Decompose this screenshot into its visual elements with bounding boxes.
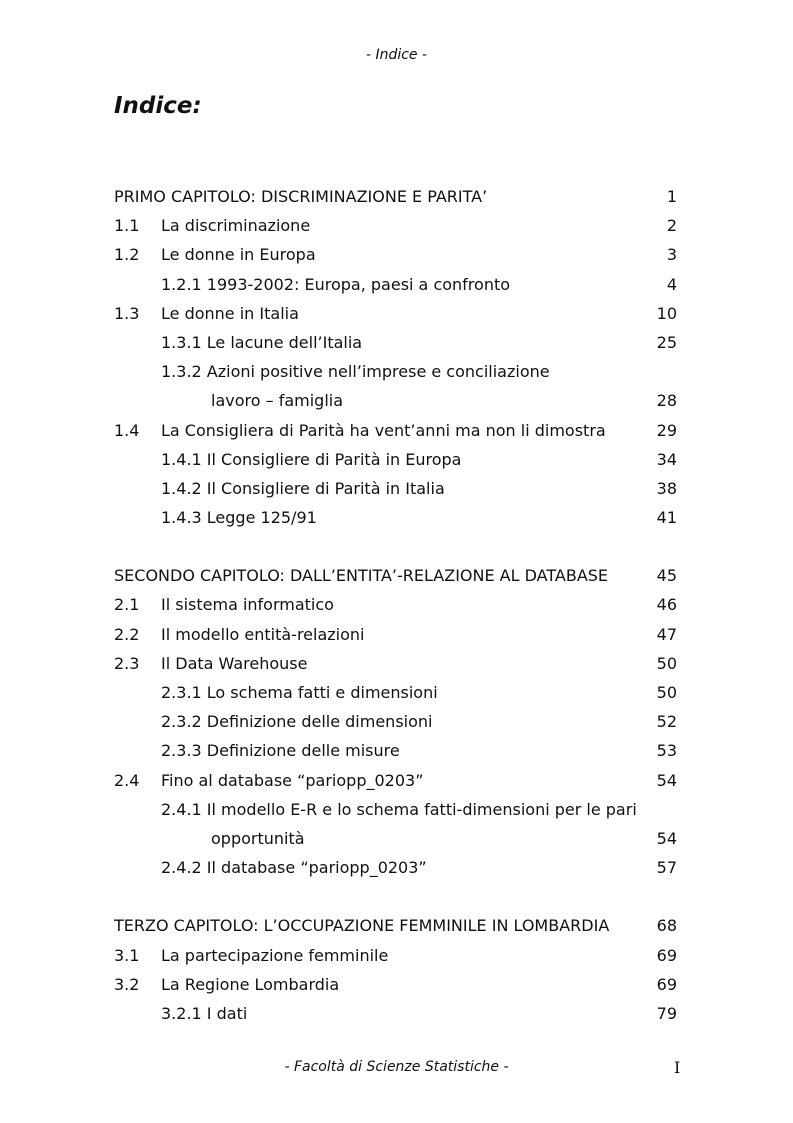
toc-entry xyxy=(114,328,677,357)
toc-entry-title: 3.2.1 I dati xyxy=(161,1003,248,1023)
toc-entry-number: 1.2 xyxy=(114,245,140,265)
toc-entry-title: Fino al database “pariopp_0203” xyxy=(161,770,424,790)
toc-entry-page: 10 xyxy=(656,303,677,323)
toc-entry-title: 1.3.2 Azioni positive nell’imprese e conciliazione xyxy=(161,362,550,382)
toc-entry xyxy=(114,853,677,882)
toc-entry-page: 69 xyxy=(656,945,677,965)
page-number: I xyxy=(674,1058,681,1077)
page-title: Indice: xyxy=(114,93,202,119)
running-head: - Indice - xyxy=(365,47,428,63)
toc-entry-number: 1.4 xyxy=(114,420,140,440)
toc-spacer xyxy=(114,532,677,561)
toc-entry xyxy=(114,386,677,415)
toc-entry-number: 2.4 xyxy=(114,770,140,790)
toc-entry xyxy=(114,941,677,970)
toc-entry-page: 41 xyxy=(656,508,677,528)
toc-entry xyxy=(114,561,677,590)
toc-entry-number: 3.1 xyxy=(114,945,140,965)
toc-entry xyxy=(114,678,677,707)
toc-entry-number: 2.3 xyxy=(114,653,140,673)
toc-entry-page: 52 xyxy=(656,712,677,732)
toc-entry xyxy=(114,270,677,299)
toc-entry-title: Le donne in Europa xyxy=(161,245,316,265)
toc-entry-page: 29 xyxy=(656,420,677,440)
toc-entry xyxy=(114,795,677,824)
toc-entry xyxy=(114,970,677,999)
toc-entry xyxy=(114,182,677,211)
toc-entry xyxy=(114,474,677,503)
toc-entry-page: 34 xyxy=(656,449,677,469)
toc-entry-title: TERZO CAPITOLO: L’OCCUPAZIONE FEMMINILE IN LOMBARDIA xyxy=(114,916,610,936)
toc-entry-page: 54 xyxy=(656,770,677,790)
toc-entry xyxy=(114,707,677,736)
toc-entry xyxy=(114,211,677,240)
toc-entry-page: 79 xyxy=(656,1003,677,1023)
toc-entry-title: La Consigliera di Parità ha vent’anni ma non li dimostra xyxy=(161,420,606,440)
toc-entry xyxy=(114,766,677,795)
toc-entry-page: 47 xyxy=(656,624,677,644)
toc-entry-page: 54 xyxy=(656,828,677,848)
toc-entry xyxy=(114,824,677,853)
toc-entry-number: 2.2 xyxy=(114,624,140,644)
toc-entry-page: 25 xyxy=(656,332,677,352)
toc-entry-title: La partecipazione femminile xyxy=(161,945,389,965)
toc-entry xyxy=(114,357,677,386)
page-footer: - Facoltà di Scienze Statistiche - xyxy=(284,1059,509,1075)
toc-entry xyxy=(114,416,677,445)
toc-entry-number: 2.1 xyxy=(114,595,140,615)
toc-entry-title: 2.3.1 Lo schema fatti e dimensioni xyxy=(161,683,438,702)
toc-entry-page: 50 xyxy=(656,683,677,702)
toc-entry-number: 1.1 xyxy=(114,216,140,236)
toc-entry-title: 2.4.2 Il database “pariopp_0203” xyxy=(161,858,427,878)
toc-entry-page: 68 xyxy=(656,916,677,936)
toc-entry-page: 38 xyxy=(656,478,677,498)
toc-entry xyxy=(114,299,677,328)
toc-entry xyxy=(114,590,677,619)
toc-entry-page: 1 xyxy=(666,187,677,206)
toc-entry-page: 3 xyxy=(666,245,677,265)
toc-entry-title: Il Data Warehouse xyxy=(161,653,308,673)
toc-entry-page: 53 xyxy=(656,741,677,761)
toc-spacer xyxy=(114,882,677,911)
table-of-contents xyxy=(114,182,677,1028)
toc-entry xyxy=(114,240,677,269)
toc-entry-page: 2 xyxy=(666,216,677,236)
toc-entry-title: Il sistema informatico xyxy=(161,595,334,615)
toc-entry xyxy=(114,503,677,532)
toc-entry-title: lavoro – famiglia xyxy=(211,391,344,411)
toc-entry xyxy=(114,445,677,474)
toc-entry-title: 1.3.1 Le lacune dell’Italia xyxy=(161,332,363,352)
toc-entry-title: 1.2.1 1993-2002: Europa, paesi a confronto xyxy=(161,274,511,294)
toc-entry-title: 2.4.1 Il modello E-R e lo schema fatti-dimensioni per le pari xyxy=(161,799,637,819)
toc-entry-page: 69 xyxy=(656,974,677,994)
toc-entry-number: 1.3 xyxy=(114,303,140,323)
toc-entry-title: 2.3.2 Definizione delle dimensioni xyxy=(161,712,433,732)
toc-entry xyxy=(114,911,677,940)
toc-entry-title: Le donne in Italia xyxy=(161,303,299,323)
toc-entry xyxy=(114,620,677,649)
toc-entry-page: 4 xyxy=(666,274,677,294)
toc-entry-title: La discriminazione xyxy=(161,216,311,236)
toc-entry-title: Il modello entità-relazioni xyxy=(161,624,365,644)
toc-entry-title: 1.4.2 Il Consigliere di Parità in Italia xyxy=(161,478,445,498)
toc-entry-title: 2.3.3 Definizione delle misure xyxy=(161,741,400,761)
toc-entry-title: SECONDO CAPITOLO: DALL’ENTITA’-RELAZIONE AL DATABASE xyxy=(114,566,609,586)
toc-entry-title: PRIMO CAPITOLO: DISCRIMINAZIONE E PARITA’ xyxy=(114,187,488,206)
toc-entry-number: 3.2 xyxy=(114,974,140,994)
toc-entry xyxy=(114,999,677,1028)
toc-entry-title: 1.4.1 Il Consigliere di Parità in Europa xyxy=(161,449,462,469)
toc-entry-page: 46 xyxy=(656,595,677,615)
toc-entry-page: 45 xyxy=(656,566,677,586)
toc-entry-title: La Regione Lombardia xyxy=(161,974,340,994)
toc-entry-title: 1.4.3 Legge 125/91 xyxy=(161,508,317,528)
toc-entry xyxy=(114,649,677,678)
toc-entry-page: 50 xyxy=(656,653,677,673)
toc-entry-title: opportunità xyxy=(211,828,305,848)
toc-entry-page: 28 xyxy=(656,391,677,411)
toc-entry-page: 57 xyxy=(656,858,677,878)
toc-entry xyxy=(114,736,677,765)
